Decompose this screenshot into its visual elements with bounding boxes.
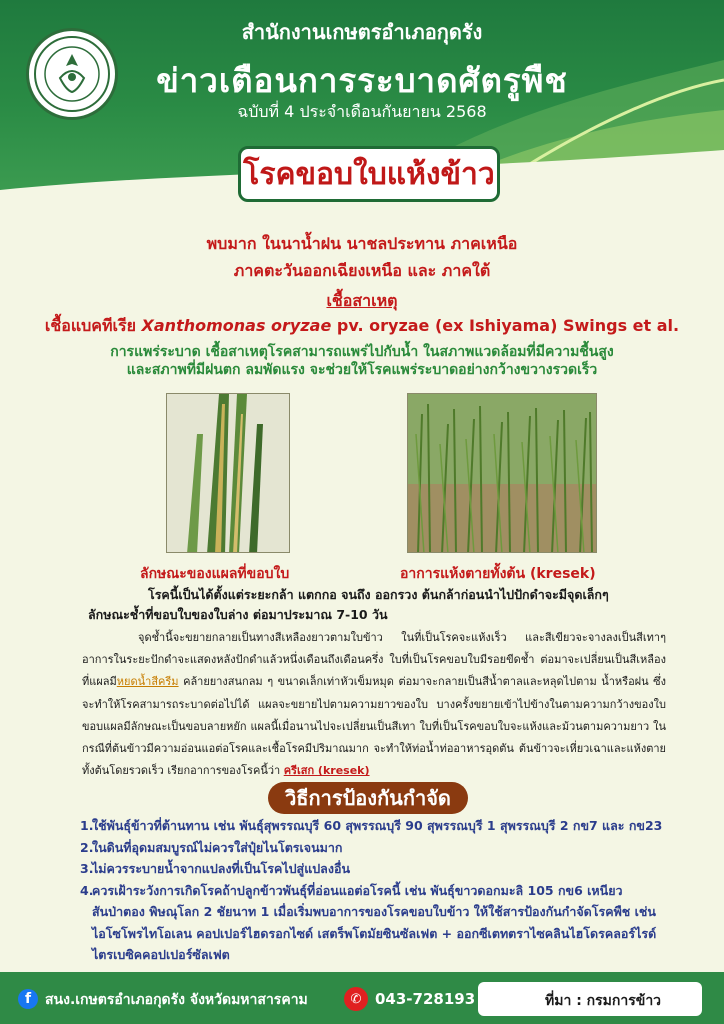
pathogen-line — [0, 314, 724, 339]
kresek-highlight: ครีเสก (kresek) — [283, 764, 370, 778]
list-item-number: 2. — [80, 839, 94, 855]
list-item — [80, 880, 670, 966]
phone-icon[interactable]: ✆ — [344, 987, 368, 1011]
symptom-summary-line-1: โรคนี้เป็นได้ตั้งแต่ระยะกล้า แตกกอ จนถึง ออกรวง ต้นกล้าก่อนนำไปปักดำจะมีจุดเล็กๆ — [148, 587, 609, 602]
pathogen-prefix: เชื้อแบคทีเรีย — [44, 316, 142, 335]
list-item-number: 4. — [80, 882, 94, 898]
cause-heading-text: เชื้อสาเหตุ — [326, 291, 398, 310]
symptom-paragraph — [82, 627, 666, 782]
page-title: ข่าวเตือนการระบาดศัตรูพืช — [156, 61, 568, 100]
leaf-lesion-photo — [166, 393, 290, 553]
list-item-text: ใช้พันธุ์ข้าวที่ต้านทาน เช่น พันธุ์สุพรรณบุรี 60 สุพรรณบุรี 90 สุพรรณบุรี 1 สุพรรณบุรี 2 กข7 และ กข23 — [92, 818, 663, 833]
facebook-icon[interactable]: f — [18, 989, 38, 1009]
cream-droplet-highlight: หยดน้ำสีครีม — [116, 675, 179, 689]
cause-heading — [0, 289, 724, 314]
paragraph-part-a: จุดช้ำนี้จะขยายกลายเป็นทางสีเหลืองยาวตามใบข้าว ในที่เป็นโรคจะแห้งเร็ว และสีเขียวจะจางลงเป็นสีเทาๆ อาการในระยะปักดำจะแสดงหลังปักดำแล้วหนึ่งเดือนถึงเดือนครึ่ง ใบที่เป็นโรคขอบใบมีรอยขีดช้ำ ต่อมาจะเปลี่ยนเป็นสีเหลือง ที่แผลมี — [82, 631, 666, 689]
list-item — [80, 858, 670, 880]
kresek-field-photo — [407, 393, 597, 553]
spread-description — [60, 343, 664, 379]
phone-number[interactable]: 043-728193 — [375, 990, 476, 1008]
issue-number: ฉบับที่ 4 ประจำเดือนกันยายน 2568 — [237, 102, 487, 121]
disease-name-box — [238, 146, 500, 202]
facebook-page-name[interactable]: สนง.เกษตรอำเภอกุดรัง จังหวัดมหาสารคาม — [45, 992, 308, 1008]
spread-line-1: การแพร่ระบาด เชื้อสาเหตุโรคสามารถแพร่ไปกับน้ำ ในสภาพแวดล้อมที่มีความชื้นสูง — [110, 344, 614, 360]
prevention-list — [80, 815, 670, 966]
found-regions-line-1: พบมาก ในนาน้ำฝน นาชลประทาน ภาคเหนือ — [206, 234, 518, 253]
pathogen-suffix: pv. oryzae (ex Ishiyama) Swings et al. — [331, 316, 680, 335]
photo-caption-kresek: อาการแห้งตายทั้งต้น (kresek) — [400, 566, 596, 582]
list-item-text: ควรเฝ้าระวังการเกิดโรคถ้าปลูกข้าวพันธุ์ที่อ่อนแอต่อโรคนี้ เช่น พันธุ์ขาวดอกมะลิ 105 กข6 เหนียวสันป่าตอง พิษณุโลก 2 ชัยนาท 1 เมื่อเริ่มพบอาการของโรคขอบใบข้าว ให้ใช้สารป้องกันกำจัดโรคพืช เช่น ไอโซโพรไทโอเลน คอปเปอร์ไฮดรอกไซด์ เสตร็พโตมัยซินซัลเฟต + ออกซีเตทตราไซคลินไฮโดรคลอร์ไรด์ ไตรเบซิคคอปเปอร์ซัลเฟต — [92, 882, 657, 962]
spread-line-2: และสภาพที่มีฝนตก ลมพัดแรง จะช่วยให้โรคแพร่ระบาดอย่างกว้างขวางรวดเร็ว — [126, 362, 598, 378]
list-item-number: 1. — [80, 818, 94, 833]
office-name: สำนักงานเกษตรอำเภอกุดรัง — [241, 20, 483, 44]
prevention-heading: วิธีการป้องกันกำจัด — [285, 786, 451, 810]
symptom-summary-line-2: ลักษณะช้ำที่ขอบใบของใบล่าง ต่อมาประมาณ 7-10 วัน — [88, 607, 388, 622]
source-credit: ที่มา : กรมการข้าว — [545, 993, 662, 1009]
list-item — [80, 815, 670, 837]
pathogen-species: Xanthomonas oryzae — [141, 316, 332, 335]
found-regions-line-2: ภาคตะวันออกเฉียงเหนือ และ ภาคใต้ — [233, 261, 491, 280]
disease-name: โรคขอบใบแห้งข้าว — [243, 156, 495, 192]
list-item-number: 3. — [80, 861, 94, 876]
photo-caption-lesion: ลักษณะของแผลที่ขอบใบ — [140, 566, 290, 582]
list-item — [80, 837, 670, 859]
prevention-heading-box — [268, 782, 468, 814]
list-item-text: ในดินที่อุดมสมบูรณ์ไม่ควรใส่ปุ๋ยไนโตรเจนมาก — [92, 839, 343, 855]
paragraph-part-b: คล้ายยางสนกลม ๆ ขนาดเล็กเท่าหัวเข็มหมุด ต่อมาจะกลายเป็นสีน้ำตาลและหลุดไปตาม น้ำหรือฝน ซึ่งจะทำให้โรคสามารถระบาดต่อไปได้ แผลจะขยายไปตามความยาวของใบ บางครั้งขยายเข้าไปข้างในตามความกว้างของใบ ขอบแผลมีลักษณะเป็นขอบลายหยัก แผลนี้เมื่อนานไปจะเปลี่ยนเป็นสีเทา ใบที่เป็นโรคขอบใบจะแห้งและม้วนตามความยาว ในกรณีที่ต้นข้าวมีความอ่อนแอต่อโรคและเชื้อโรคมีปริมาณมาก จะทำให้ท่อน้ำท่ออาหารอุดตัน ต้นข้าวจะเหี่ยวเฉาและแห้งตายทั้งต้นโดยรวดเร็ว เรียกอาการของโรคนี้ว่า — [82, 675, 666, 778]
list-item-text: ไม่ควรระบายน้ำจากแปลงที่เป็นโรคไปสู่แปลงอื่น — [92, 861, 350, 876]
